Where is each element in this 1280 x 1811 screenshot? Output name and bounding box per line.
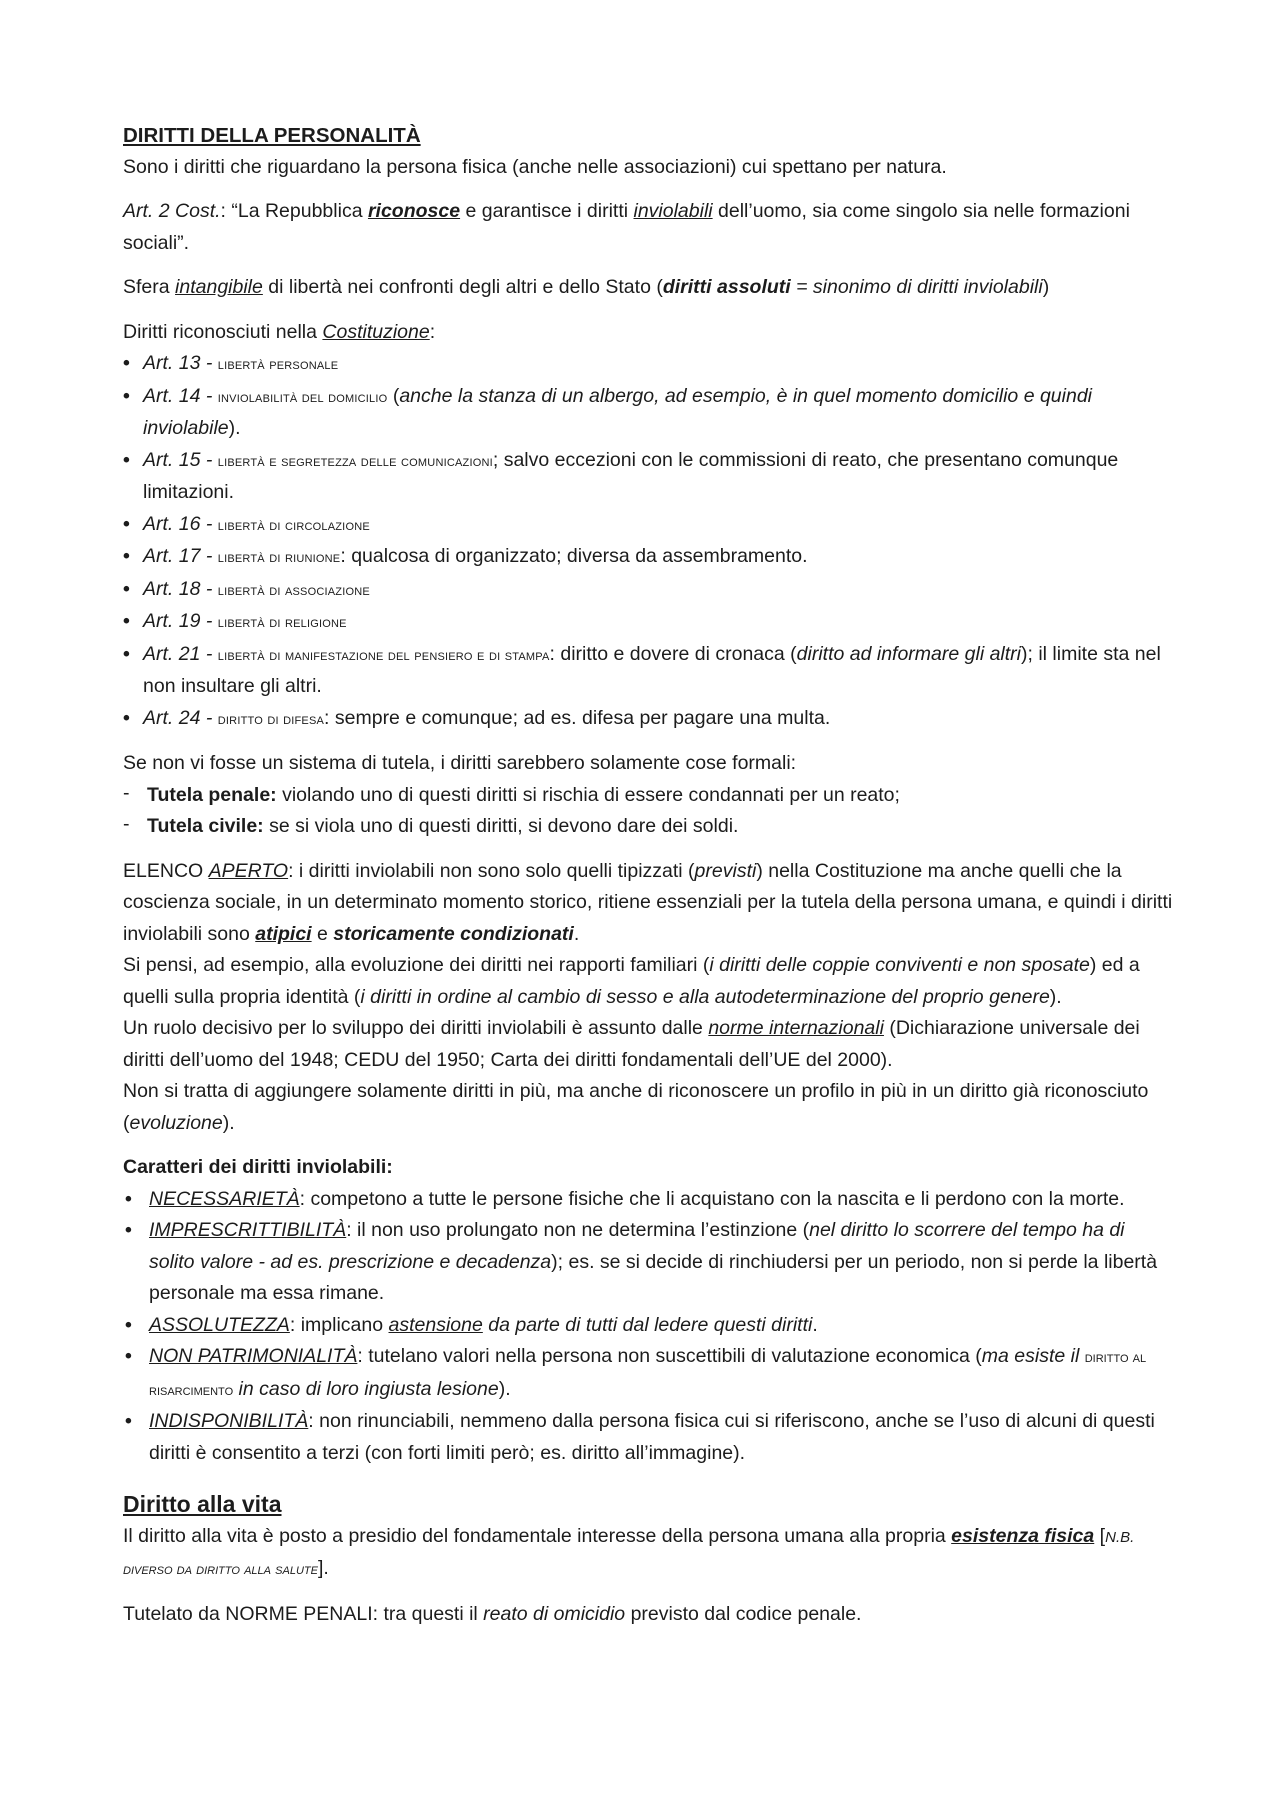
riconosciuti-text-2: :	[429, 320, 436, 343]
tutelato-omicidio: reato di omicidio	[483, 1602, 626, 1625]
article-text: : sempre e comunque; ad es. difesa per pagare una multa.	[324, 706, 831, 729]
article-ref: Art. 21 -	[143, 642, 218, 665]
list-item	[123, 574, 1173, 607]
caratteri-label: ASSOLUTEZZA	[149, 1313, 290, 1336]
intro-text: Sono i diritti che riguardano la persona fisica (anche nelle associazioni) cui spettano per natura.	[123, 155, 947, 178]
caratteri-smallcaps: diritto al risarcimento	[149, 1349, 1147, 1399]
tratta-evoluzione: evoluzione	[129, 1111, 223, 1134]
vita-text-2: [	[1094, 1524, 1106, 1547]
list-item	[123, 381, 1173, 445]
ruolo-paragraph	[123, 1013, 1173, 1076]
sfera-intangibile: intangibile	[175, 276, 263, 298]
art2-text-3: dell’uomo, sia come singolo sia nelle formazioni sociali”.	[123, 200, 1130, 254]
tutela-text: se si viola uno di questi diritti, si devono dare dei soldi.	[263, 815, 739, 837]
list-item	[123, 509, 1173, 542]
elenco-atipici: atipici	[255, 922, 312, 945]
art2-text-1: : “La Repubblica	[220, 200, 368, 222]
caratteri-italic: ma esiste il	[981, 1345, 1085, 1367]
article-text: : qualcosa di organizzato; diversa da assembramento.	[340, 545, 808, 567]
elenco-paragraph	[123, 856, 1173, 951]
list-item	[123, 780, 1173, 812]
article-ref: Art. 19 -	[143, 610, 218, 632]
section-heading-vita: Diritto alla vita	[123, 1491, 282, 1517]
vita-paragraph	[123, 1521, 1173, 1586]
art2-ref: Art. 2 Cost.	[123, 200, 221, 222]
elenco-text-1: ELENCO	[123, 859, 209, 882]
sfera-text-3: = sinonimo di diritti inviolabili	[790, 276, 1043, 298]
pensi-text-2: ) ed a quelli sulla propria identità (	[123, 954, 1140, 1008]
riconosciuti-paragraph	[123, 317, 1173, 349]
pensi-italic-2: i diritti in ordine al cambio di sesso e alla autodeterminazione del proprio genere	[360, 985, 1050, 1008]
elenco-text-3: ) nella Costituzione ma anche quelli che la coscienza sociale, in un determinato momento storico, ritiene essenziali per la tutela della persona umana, e quindi i diritti inviolabili sono	[123, 859, 1173, 945]
caratteri-italic-2: in caso di loro ingiusta lesione	[233, 1377, 499, 1400]
list-item	[123, 606, 1173, 639]
pensi-text-3: ).	[1049, 985, 1062, 1008]
vita-nb: N.B. diverso da diritto alla salute	[123, 1528, 1135, 1578]
tutela-intro: Se non vi fosse un sistema di tutela, i diritti sarebbero solamente cose formali:	[123, 752, 797, 774]
article-name: libertà e segretezza delle comunicazioni	[217, 452, 493, 470]
document-page	[123, 120, 1173, 1630]
list-item	[123, 703, 1173, 736]
sfera-text-2: di libertà nei confronti degli altri e dello Stato (	[262, 276, 663, 298]
page-title: DIRITTI DELLA PERSONALITÀ	[123, 124, 421, 147]
caratteri-text: : il non uso prolungato non ne determina l’estinzione (	[346, 1219, 810, 1241]
tratta-paragraph	[123, 1076, 1173, 1139]
art2-text-2: e garantisce i diritti	[460, 200, 634, 222]
article-name: libertà personale	[217, 356, 339, 373]
ruolo-text-1: Un ruolo decisivo per lo sviluppo dei diritti inviolabili è assunto dalle	[123, 1017, 709, 1039]
tratta-text-2: ).	[222, 1111, 235, 1134]
list-item	[123, 639, 1173, 703]
article-name: libertà di manifestazione del pensiero e di stampa	[217, 646, 550, 664]
caratteri-italic: da parte di tutti dal ledere questi diritti	[482, 1313, 813, 1336]
sfera-assoluti: diritti assoluti	[662, 276, 791, 298]
article-text-2: ); il limite sta nel non insultare gli altri.	[143, 642, 1161, 697]
list-item	[123, 811, 1173, 843]
article-name: libertà di religione	[217, 614, 347, 631]
tutela-text: violando uno di questi diritti si rischia di essere condannati per un reato;	[276, 783, 900, 806]
article-ref: Art. 15 -	[143, 448, 218, 471]
elenco-text-5: .	[573, 922, 580, 945]
sfera-text-1: Sfera	[123, 276, 176, 298]
article-ref: Art. 14 -	[143, 384, 218, 407]
article-ref: Art. 24 -	[143, 706, 218, 729]
tutelato-text-2: previsto dal codice penale.	[625, 1602, 862, 1625]
vita-text-3: ].	[317, 1557, 329, 1579]
caratteri-text: : non rinunciabili, nemmeno dalla persona fisica cui si riferiscono, anche se l’uso di alcuni di questi diritti è consentito a terzi (con forti limiti però; es. diritto all’immagine).	[149, 1410, 1155, 1464]
article-name: libertà di circolazione	[217, 516, 370, 534]
tutela-list	[123, 780, 1173, 843]
list-item	[123, 445, 1173, 509]
list-item	[123, 1310, 1173, 1342]
riconosciuti-text-1: Diritti riconosciuti nella	[123, 320, 323, 343]
caratteri-astensione: astensione	[388, 1313, 483, 1336]
list-item	[123, 541, 1173, 574]
caratteri-heading: Caratteri dei diritti inviolabili:	[123, 1156, 393, 1178]
tutelato-text-1: Tutelato da NORME PENALI: tra questi il	[123, 1602, 484, 1625]
tutelato-paragraph	[123, 1599, 1173, 1631]
caratteri-text-2: ).	[498, 1377, 511, 1400]
caratteri-text: : implicano	[289, 1313, 389, 1336]
list-item	[123, 1341, 1173, 1406]
caratteri-label: IMPRESCRITTIBILITÀ	[149, 1219, 347, 1241]
intro-paragraph	[123, 152, 1173, 184]
article-name: libertà di associazione	[217, 581, 370, 599]
caratteri-label: NON PATRIMONIALITÀ	[149, 1345, 358, 1367]
tutela-label: Tutela penale:	[147, 783, 277, 806]
tratta-text-1: Non si tratta di aggiungere solamente diritti in più, ma anche di riconoscere un profilo in più in un diritto già riconosciuto (	[123, 1080, 1149, 1134]
article-name: diritto di difesa	[217, 710, 325, 728]
article-text: : diritto e dovere di cronaca (	[549, 642, 797, 665]
article-italic: anche la stanza di un albergo, ad esempio, è in quel momento domicilio e quindi inviolabile	[143, 384, 1093, 439]
elenco-storicamente: storicamente condizionati	[333, 922, 574, 945]
caratteri-text: : competono a tutte le persone fisiche che li acquistano con la nascita e li perdono con la morte.	[299, 1187, 1125, 1210]
tutela-label: Tutela civile:	[147, 815, 264, 837]
sfera-text-4: )	[1042, 276, 1050, 298]
art2-inviolabili: inviolabili	[633, 200, 713, 222]
article-italic: diritto ad informare gli altri	[796, 642, 1021, 665]
caratteri-label: NECESSARIETÀ	[149, 1187, 300, 1210]
caratteri-label: INDISPONIBILITÀ	[149, 1410, 309, 1432]
sfera-paragraph	[123, 272, 1173, 304]
list-item	[123, 348, 1173, 381]
caratteri-text-2: .	[812, 1313, 818, 1336]
list-item	[123, 1184, 1173, 1216]
article-ref: Art. 13 -	[143, 352, 218, 374]
article-text: (	[387, 384, 400, 407]
list-item	[123, 1406, 1173, 1469]
article-name: libertà di riunione	[217, 549, 341, 566]
riconosciuti-costituzione: Costituzione	[322, 320, 430, 343]
elenco-text-4: e	[311, 922, 334, 945]
article-ref: Art. 17 -	[143, 545, 218, 567]
article-text: ; salvo eccezioni con le commissioni di reato, che presentano comunque limitazioni.	[143, 448, 1119, 503]
pensi-text-1: Si pensi, ad esempio, alla evoluzione dei diritti nei rapporti familiari (	[123, 954, 710, 976]
article-ref: Art. 18 -	[143, 577, 218, 600]
caratteri-list	[123, 1184, 1173, 1470]
vita-esistenza: esistenza fisica	[951, 1524, 1095, 1547]
pensi-paragraph	[123, 950, 1173, 1013]
elenco-text-2: : i diritti inviolabili non sono solo quelli tipizzati (	[288, 859, 695, 882]
article-ref: Art. 16 -	[143, 512, 218, 535]
list-item	[123, 1215, 1173, 1310]
articles-list	[123, 348, 1173, 735]
vita-text-1: Il diritto alla vita è posto a presidio del fondamentale interesse della persona umana alla propria	[123, 1524, 952, 1547]
ruolo-norme: norme internazionali	[708, 1017, 884, 1039]
pensi-italic-1: i diritti delle coppie conviventi e non sposate	[709, 954, 1090, 976]
caratteri-italic: nel diritto lo scorrere del tempo ha di solito valore - ad es. prescrizione e decadenza	[149, 1219, 1125, 1273]
caratteri-text: : tutelano valori nella persona non suscettibili di valutazione economica (	[357, 1345, 982, 1367]
art2-riconosce: riconosce	[367, 200, 461, 222]
art2-paragraph	[123, 196, 1173, 259]
elenco-previsti: previsti	[694, 859, 757, 882]
caratteri-text-2: ); es. se si decide di rinchiudersi per un periodo, non si perde la libertà personale ma essa rimane.	[149, 1250, 1158, 1304]
article-text-2: ).	[228, 417, 241, 439]
elenco-aperto: APERTO	[208, 859, 289, 882]
article-name: inviolabilità del domicilio	[217, 388, 388, 406]
ruolo-text-2: (Dichiarazione universale dei diritti dell’uomo del 1948; CEDU del 1950; Carta dei diritti fondamentali dell’UE del 2000).	[123, 1017, 1140, 1071]
